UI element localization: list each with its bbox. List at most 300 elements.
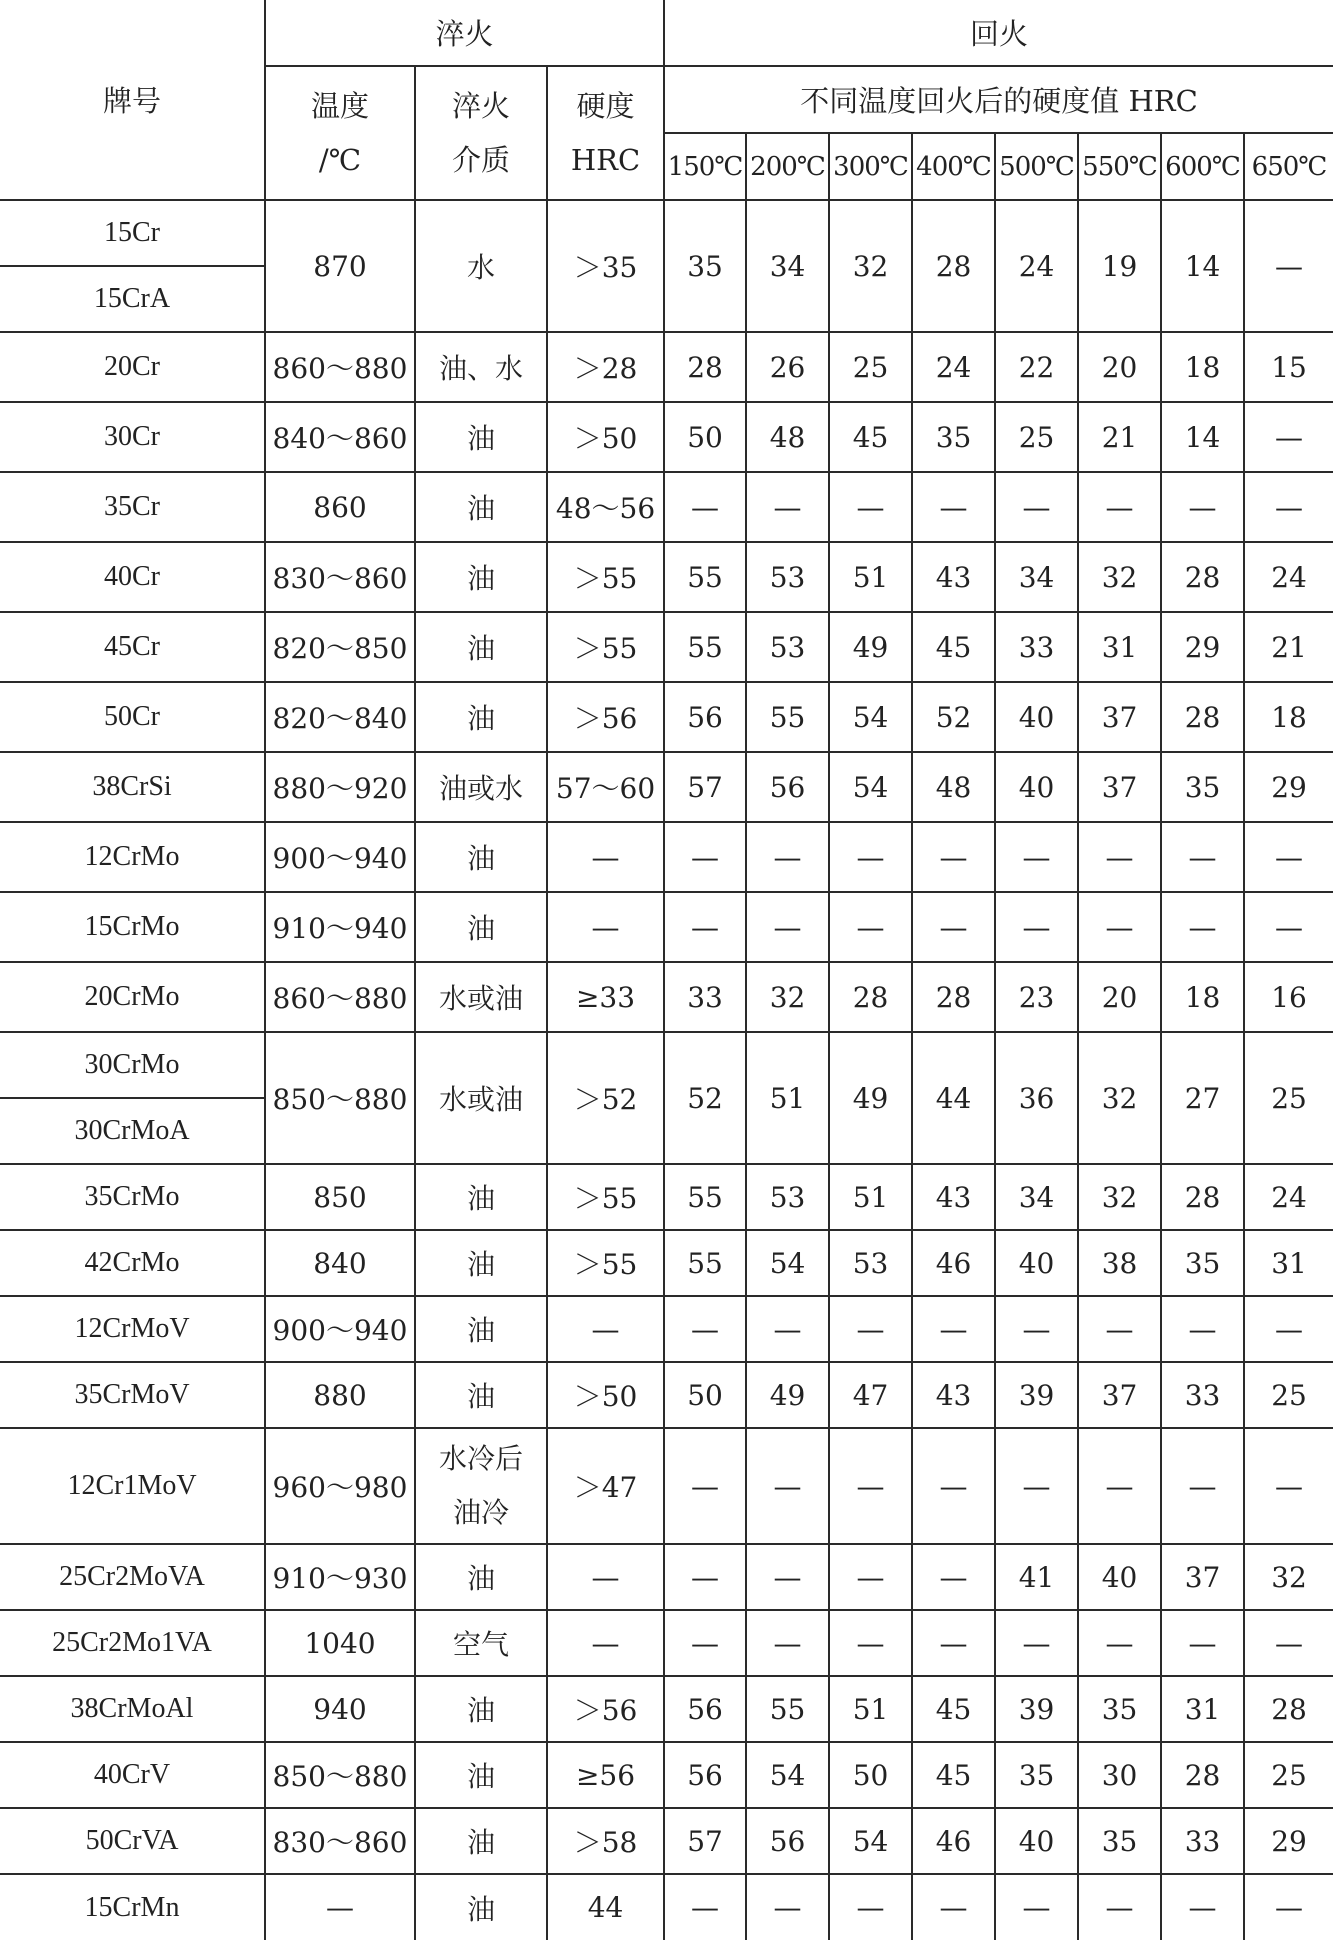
temper-hardness-cell: 21: [1244, 612, 1333, 682]
quench-hardness-cell: ＞52: [547, 1032, 664, 1164]
quench-hardness-cell: —: [547, 1544, 664, 1610]
temper-hardness-cell: 22: [995, 332, 1078, 402]
grade-cell: 35Cr: [0, 472, 265, 542]
temper-hardness-cell: 44: [912, 1032, 995, 1164]
quench-hardness-cell: ＞55: [547, 612, 664, 682]
temper-hardness-cell: 33: [995, 612, 1078, 682]
temper-hardness-cell: 23: [995, 962, 1078, 1032]
header-temper-temp: 650℃: [1244, 133, 1333, 200]
quench-temp-cell: 840～860: [265, 402, 415, 472]
quench-hardness-cell: ＞55: [547, 1164, 664, 1230]
temper-hardness-cell: 40: [995, 1230, 1078, 1296]
temper-hardness-cell: 31: [1161, 1676, 1244, 1742]
quench-temp-cell: 880: [265, 1362, 415, 1428]
quench-hardness-cell: ≥56: [547, 1742, 664, 1808]
temper-hardness-cell: —: [995, 472, 1078, 542]
quench-temp-cell: 900～940: [265, 822, 415, 892]
temper-hardness-cell: —: [1161, 1428, 1244, 1544]
grade-cell: 40CrV: [0, 1742, 265, 1808]
quench-medium-cell: 水或油: [415, 962, 547, 1032]
temper-hardness-cell: 55: [664, 612, 746, 682]
temper-hardness-cell: —: [1161, 892, 1244, 962]
temper-hardness-cell: —: [1244, 1428, 1333, 1544]
quench-hardness-cell: 44: [547, 1874, 664, 1940]
temper-hardness-cell: 40: [995, 1808, 1078, 1874]
temper-hardness-cell: —: [1161, 1296, 1244, 1362]
temper-hardness-cell: —: [829, 892, 912, 962]
header-medium-top: 淬火: [451, 89, 510, 123]
temper-hardness-cell: 54: [746, 1230, 829, 1296]
temper-hardness-cell: 53: [746, 542, 829, 612]
temper-hardness-cell: —: [664, 1544, 746, 1610]
quench-medium-line: 油冷: [452, 1496, 509, 1529]
header-temperature-top: 温度: [310, 89, 369, 123]
temper-hardness-cell: 45: [912, 1742, 995, 1808]
temper-hardness-cell: —: [829, 1296, 912, 1362]
table-row: [0, 1362, 1333, 1428]
temper-hardness-cell: 35: [912, 402, 995, 472]
quench-medium-cell: 油: [415, 1742, 547, 1808]
temper-hardness-cell: 37: [1161, 1544, 1244, 1610]
temper-hardness-cell: —: [1244, 892, 1333, 962]
quench-temp-cell: 910～940: [265, 892, 415, 962]
temper-hardness-cell: 34: [995, 542, 1078, 612]
table-row: [0, 822, 1333, 892]
temper-hardness-cell: 54: [829, 682, 912, 752]
header-temperature: [265, 66, 415, 200]
temper-hardness-cell: 24: [912, 332, 995, 402]
quench-hardness-cell: —: [547, 1610, 664, 1676]
temper-hardness-cell: 19: [1078, 200, 1161, 332]
quench-temp-cell: 940: [265, 1676, 415, 1742]
table-row: [0, 1610, 1333, 1676]
temper-hardness-cell: 28: [1161, 682, 1244, 752]
temper-hardness-cell: 24: [995, 200, 1078, 332]
quench-hardness-cell: —: [547, 822, 664, 892]
temper-hardness-cell: 47: [829, 1362, 912, 1428]
temper-hardness-cell: —: [995, 1874, 1078, 1940]
temper-hardness-cell: —: [1161, 1874, 1244, 1940]
quench-medium-line: 水冷后: [438, 1442, 523, 1475]
quench-medium-cell: 水: [415, 200, 547, 332]
temper-hardness-cell: 43: [912, 1362, 995, 1428]
temper-hardness-cell: 40: [1078, 1544, 1161, 1610]
quench-hardness-cell: ＞47: [547, 1428, 664, 1544]
temper-hardness-cell: —: [1078, 1874, 1161, 1940]
temper-hardness-cell: 27: [1161, 1032, 1244, 1164]
header-temper-temp: 500℃: [995, 133, 1078, 200]
quench-medium-cell: 油: [415, 1874, 547, 1940]
temper-hardness-cell: —: [664, 1610, 746, 1676]
temper-hardness-cell: —: [912, 472, 995, 542]
quench-medium-cell: 油: [415, 1544, 547, 1610]
temper-hardness-cell: —: [1244, 200, 1333, 332]
temper-hardness-cell: 28: [1161, 1742, 1244, 1808]
quench-temp-cell: 820～840: [265, 682, 415, 752]
temper-hardness-cell: 25: [995, 402, 1078, 472]
quench-medium-cell: 油、水: [415, 332, 547, 402]
temper-hardness-cell: 43: [912, 1164, 995, 1230]
temper-hardness-cell: 52: [664, 1032, 746, 1164]
quench-hardness-cell: 57～60: [547, 752, 664, 822]
quench-temp-cell: 1040: [265, 1610, 415, 1676]
quench-hardness-cell: ＞55: [547, 542, 664, 612]
quench-hardness-cell: ＞58: [547, 1808, 664, 1874]
temper-hardness-cell: 50: [664, 1362, 746, 1428]
table-row: [0, 332, 1333, 402]
temper-hardness-cell: 56: [746, 1808, 829, 1874]
grade-cell: 50Cr: [0, 682, 265, 752]
temper-hardness-cell: 32: [829, 200, 912, 332]
quench-hardness-cell: —: [547, 892, 664, 962]
temper-hardness-cell: 16: [1244, 962, 1333, 1032]
quench-medium-cell: 油: [415, 472, 547, 542]
grade-cell: 40Cr: [0, 542, 265, 612]
quench-temp-cell: 900～940: [265, 1296, 415, 1362]
temper-hardness-cell: 36: [995, 1032, 1078, 1164]
temper-hardness-cell: 25: [1244, 1742, 1333, 1808]
grade-cell: 42CrMo: [0, 1230, 265, 1296]
temper-hardness-cell: 48: [912, 752, 995, 822]
temper-hardness-cell: 31: [1244, 1230, 1333, 1296]
temper-hardness-cell: —: [1078, 1610, 1161, 1676]
quench-medium-cell: 油: [415, 542, 547, 612]
temper-hardness-cell: 54: [829, 752, 912, 822]
temper-hardness-cell: —: [664, 822, 746, 892]
temper-hardness-cell: 29: [1161, 612, 1244, 682]
table-row: [0, 1742, 1333, 1808]
temper-hardness-cell: —: [1244, 1296, 1333, 1362]
temper-hardness-cell: 33: [1161, 1362, 1244, 1428]
temper-hardness-cell: 48: [746, 402, 829, 472]
temper-hardness-cell: —: [1244, 822, 1333, 892]
temper-hardness-cell: 39: [995, 1362, 1078, 1428]
table-row: [0, 1808, 1333, 1874]
temper-hardness-cell: —: [829, 1544, 912, 1610]
temper-hardness-cell: —: [1078, 822, 1161, 892]
header-quench-medium: [415, 66, 547, 200]
temper-hardness-cell: 28: [912, 962, 995, 1032]
grade-cell: 15CrA: [0, 266, 265, 332]
temper-hardness-cell: 51: [829, 1676, 912, 1742]
temper-hardness-cell: 56: [664, 1742, 746, 1808]
temper-hardness-cell: 24: [1244, 542, 1333, 612]
header-temper-temp: 200℃: [746, 133, 829, 200]
grade-cell: 12CrMoV: [0, 1296, 265, 1362]
table-row: [0, 542, 1333, 612]
quench-medium-cell: 油: [415, 1362, 547, 1428]
grade-cell: 25Cr2MoVA: [0, 1544, 265, 1610]
table-row: [0, 962, 1333, 1032]
temper-hardness-cell: 32: [746, 962, 829, 1032]
temper-hardness-cell: 28: [1161, 542, 1244, 612]
temper-hardness-cell: —: [1078, 1296, 1161, 1362]
temper-hardness-cell: —: [995, 892, 1078, 962]
grade-cell: 15CrMn: [0, 1874, 265, 1940]
temper-hardness-cell: 31: [1078, 612, 1161, 682]
temper-hardness-cell: —: [912, 1428, 995, 1544]
quench-temp-cell: 860: [265, 472, 415, 542]
grade-cell: 45Cr: [0, 612, 265, 682]
temper-hardness-cell: —: [664, 472, 746, 542]
temper-hardness-cell: —: [1161, 822, 1244, 892]
quench-hardness-cell: ＞28: [547, 332, 664, 402]
temper-hardness-cell: 45: [912, 1676, 995, 1742]
temper-hardness-cell: 49: [829, 1032, 912, 1164]
table-row: [0, 892, 1333, 962]
temper-hardness-cell: —: [912, 1610, 995, 1676]
quench-medium-cell: 油: [415, 1676, 547, 1742]
temper-hardness-cell: 55: [746, 682, 829, 752]
temper-hardness-cell: —: [746, 822, 829, 892]
temper-hardness-cell: 18: [1161, 332, 1244, 402]
table-row: [0, 402, 1333, 472]
quench-temp-cell: 880～920: [265, 752, 415, 822]
table-row: [0, 682, 1333, 752]
temper-hardness-cell: —: [912, 1544, 995, 1610]
table-row: [0, 1874, 1333, 1940]
table-row: [0, 472, 1333, 542]
temper-hardness-cell: —: [746, 1544, 829, 1610]
temper-hardness-cell: —: [912, 892, 995, 962]
temper-hardness-cell: —: [746, 1610, 829, 1676]
table-row: [0, 1296, 1333, 1362]
grade-cell: 20Cr: [0, 332, 265, 402]
temper-hardness-cell: 40: [995, 752, 1078, 822]
quench-hardness-cell: ＞56: [547, 1676, 664, 1742]
grade-cell: 30CrMo: [0, 1032, 265, 1098]
temper-hardness-cell: —: [746, 1428, 829, 1544]
quench-temp-cell: 820～850: [265, 612, 415, 682]
temper-hardness-cell: 57: [664, 1808, 746, 1874]
temper-hardness-cell: 20: [1078, 962, 1161, 1032]
temper-hardness-cell: 37: [1078, 682, 1161, 752]
temper-hardness-cell: 43: [912, 542, 995, 612]
temper-hardness-cell: —: [995, 822, 1078, 892]
temper-hardness-cell: —: [829, 1610, 912, 1676]
temper-hardness-cell: —: [746, 892, 829, 962]
table-row: [0, 1544, 1333, 1610]
header-temperature-unit: /℃: [318, 143, 362, 177]
grade-cell: 20CrMo: [0, 962, 265, 1032]
quench-medium-cell: 油: [415, 892, 547, 962]
grade-cell: 15Cr: [0, 200, 265, 266]
temper-hardness-cell: —: [912, 1874, 995, 1940]
header-hardness-bottom: HRC: [570, 143, 641, 177]
temper-hardness-cell: 28: [1161, 1164, 1244, 1230]
quench-hardness-cell: ＞35: [547, 200, 664, 332]
temper-hardness-cell: 38: [1078, 1230, 1161, 1296]
quench-medium-cell: 油: [415, 1808, 547, 1874]
header-grade: 牌号: [0, 0, 265, 200]
temper-hardness-cell: —: [664, 1428, 746, 1544]
table-row: [0, 1032, 1333, 1098]
table-row: [0, 1676, 1333, 1742]
quench-hardness-cell: ＞56: [547, 682, 664, 752]
temper-hardness-cell: 53: [746, 612, 829, 682]
grade-cell: 15CrMo: [0, 892, 265, 962]
temper-hardness-cell: 35: [1161, 1230, 1244, 1296]
temper-hardness-cell: —: [1078, 472, 1161, 542]
quench-medium-cell: 空气: [415, 1610, 547, 1676]
temper-hardness-cell: —: [1078, 1428, 1161, 1544]
table-row: [0, 1428, 1333, 1544]
table-row: [0, 200, 1333, 266]
quench-medium-cell: 油: [415, 1230, 547, 1296]
grade-cell: 35CrMo: [0, 1164, 265, 1230]
temper-hardness-cell: 50: [829, 1742, 912, 1808]
temper-hardness-cell: 51: [746, 1032, 829, 1164]
temper-hardness-cell: —: [912, 1296, 995, 1362]
temper-hardness-cell: 34: [995, 1164, 1078, 1230]
temper-hardness-cell: 34: [746, 200, 829, 332]
quench-hardness-cell: ＞55: [547, 1230, 664, 1296]
quench-temp-cell: 830～860: [265, 1808, 415, 1874]
grade-cell: 30CrMoA: [0, 1098, 265, 1164]
temper-hardness-cell: —: [1244, 1874, 1333, 1940]
quench-medium-cell: 油或水: [415, 752, 547, 822]
quench-hardness-cell: ＞50: [547, 1362, 664, 1428]
temper-hardness-cell: 29: [1244, 1808, 1333, 1874]
quench-temp-cell: 840: [265, 1230, 415, 1296]
table-row: [0, 752, 1333, 822]
temper-hardness-cell: 55: [664, 1230, 746, 1296]
table-row: [0, 1230, 1333, 1296]
quench-medium-cell: 油: [415, 682, 547, 752]
temper-hardness-cell: 15: [1244, 332, 1333, 402]
temper-hardness-cell: 18: [1161, 962, 1244, 1032]
temper-hardness-cell: 54: [829, 1808, 912, 1874]
quench-hardness-cell: 48～56: [547, 472, 664, 542]
quench-medium-cell: 油: [415, 1164, 547, 1230]
temper-hardness-cell: 46: [912, 1230, 995, 1296]
temper-hardness-cell: 55: [664, 1164, 746, 1230]
temper-hardness-cell: 51: [829, 542, 912, 612]
temper-hardness-cell: —: [829, 472, 912, 542]
temper-hardness-cell: —: [1161, 1610, 1244, 1676]
temper-hardness-cell: 56: [664, 682, 746, 752]
temper-hardness-cell: 41: [995, 1544, 1078, 1610]
temper-hardness-cell: 35: [1161, 752, 1244, 822]
temper-hardness-cell: 30: [1078, 1742, 1161, 1808]
quench-temp-cell: 960～980: [265, 1428, 415, 1544]
header-hardness-top: 硬度: [576, 89, 635, 123]
quench-temp-cell: —: [265, 1874, 415, 1940]
quench-medium-cell: 油: [415, 1296, 547, 1362]
temper-hardness-cell: —: [746, 472, 829, 542]
header-temper-temp: 400℃: [912, 133, 995, 200]
temper-hardness-cell: 24: [1244, 1164, 1333, 1230]
temper-hardness-cell: 39: [995, 1676, 1078, 1742]
temper-hardness-cell: —: [746, 1874, 829, 1940]
grade-cell: 38CrMoAl: [0, 1676, 265, 1742]
temper-hardness-cell: —: [664, 1296, 746, 1362]
temper-hardness-cell: —: [664, 892, 746, 962]
temper-hardness-cell: 56: [664, 1676, 746, 1742]
temper-hardness-cell: 32: [1244, 1544, 1333, 1610]
temper-hardness-cell: 28: [1244, 1676, 1333, 1742]
quench-hardness-cell: ≥33: [547, 962, 664, 1032]
temper-hardness-cell: —: [1244, 472, 1333, 542]
temper-hardness-cell: 51: [829, 1164, 912, 1230]
temper-hardness-cell: —: [829, 1428, 912, 1544]
temper-hardness-cell: 52: [912, 682, 995, 752]
temper-hardness-cell: 35: [1078, 1808, 1161, 1874]
temper-hardness-cell: 53: [829, 1230, 912, 1296]
temper-hardness-cell: 54: [746, 1742, 829, 1808]
header-temper-description: 不同温度回火后的硬度值 HRC: [664, 66, 1333, 133]
table-row: [0, 612, 1333, 682]
temper-hardness-cell: 28: [664, 332, 746, 402]
header-temper-temp: 300℃: [829, 133, 912, 200]
quench-temp-cell: 850: [265, 1164, 415, 1230]
quench-temp-cell: 850～880: [265, 1742, 415, 1808]
temper-hardness-cell: 46: [912, 1808, 995, 1874]
header-temper: 回火: [664, 0, 1333, 66]
temper-hardness-cell: —: [1244, 1610, 1333, 1676]
temper-hardness-cell: —: [664, 1874, 746, 1940]
temper-hardness-cell: 45: [829, 402, 912, 472]
grade-cell: 30Cr: [0, 402, 265, 472]
temper-hardness-cell: 28: [912, 200, 995, 332]
temper-hardness-cell: —: [829, 1874, 912, 1940]
quench-temp-cell: 860～880: [265, 332, 415, 402]
temper-hardness-cell: 18: [1244, 682, 1333, 752]
grade-cell: 35CrMoV: [0, 1362, 265, 1428]
grade-cell: 12CrMo: [0, 822, 265, 892]
temper-hardness-cell: 49: [746, 1362, 829, 1428]
temper-hardness-cell: —: [1078, 892, 1161, 962]
temper-hardness-cell: 55: [746, 1676, 829, 1742]
temper-hardness-cell: —: [829, 822, 912, 892]
temper-hardness-cell: 45: [912, 612, 995, 682]
temper-hardness-cell: 33: [1161, 1808, 1244, 1874]
header-medium-bottom: 介质: [451, 143, 510, 177]
temper-hardness-cell: —: [995, 1428, 1078, 1544]
quench-medium-cell: 油: [415, 612, 547, 682]
temper-hardness-cell: 50: [664, 402, 746, 472]
temper-hardness-cell: 49: [829, 612, 912, 682]
header-temper-temp: 150℃: [664, 133, 746, 200]
header-temper-temp: 600℃: [1161, 133, 1244, 200]
temper-hardness-cell: —: [746, 1296, 829, 1362]
temper-hardness-cell: 56: [746, 752, 829, 822]
temper-hardness-cell: 20: [1078, 332, 1161, 402]
quench-temp-cell: 860～880: [265, 962, 415, 1032]
temper-hardness-cell: —: [995, 1610, 1078, 1676]
temper-hardness-cell: 21: [1078, 402, 1161, 472]
temper-hardness-cell: 32: [1078, 1032, 1161, 1164]
temper-hardness-cell: 55: [664, 542, 746, 612]
temper-hardness-cell: 29: [1244, 752, 1333, 822]
quench-medium-cell: [415, 1428, 547, 1544]
temper-hardness-cell: 32: [1078, 1164, 1161, 1230]
temper-hardness-cell: 37: [1078, 1362, 1161, 1428]
quench-hardness-cell: ＞50: [547, 402, 664, 472]
temper-hardness-cell: 40: [995, 682, 1078, 752]
quench-temp-cell: 910～930: [265, 1544, 415, 1610]
temper-hardness-cell: —: [912, 822, 995, 892]
header-quench-hardness: [547, 66, 664, 200]
grade-cell: 38CrSi: [0, 752, 265, 822]
temper-hardness-cell: —: [1161, 472, 1244, 542]
temper-hardness-cell: 35: [995, 1742, 1078, 1808]
quench-medium-cell: 油: [415, 402, 547, 472]
grade-cell: 12Cr1MoV: [0, 1428, 265, 1544]
temper-hardness-cell: 53: [746, 1164, 829, 1230]
temper-hardness-cell: 26: [746, 332, 829, 402]
quench-medium-cell: 水或油: [415, 1032, 547, 1164]
